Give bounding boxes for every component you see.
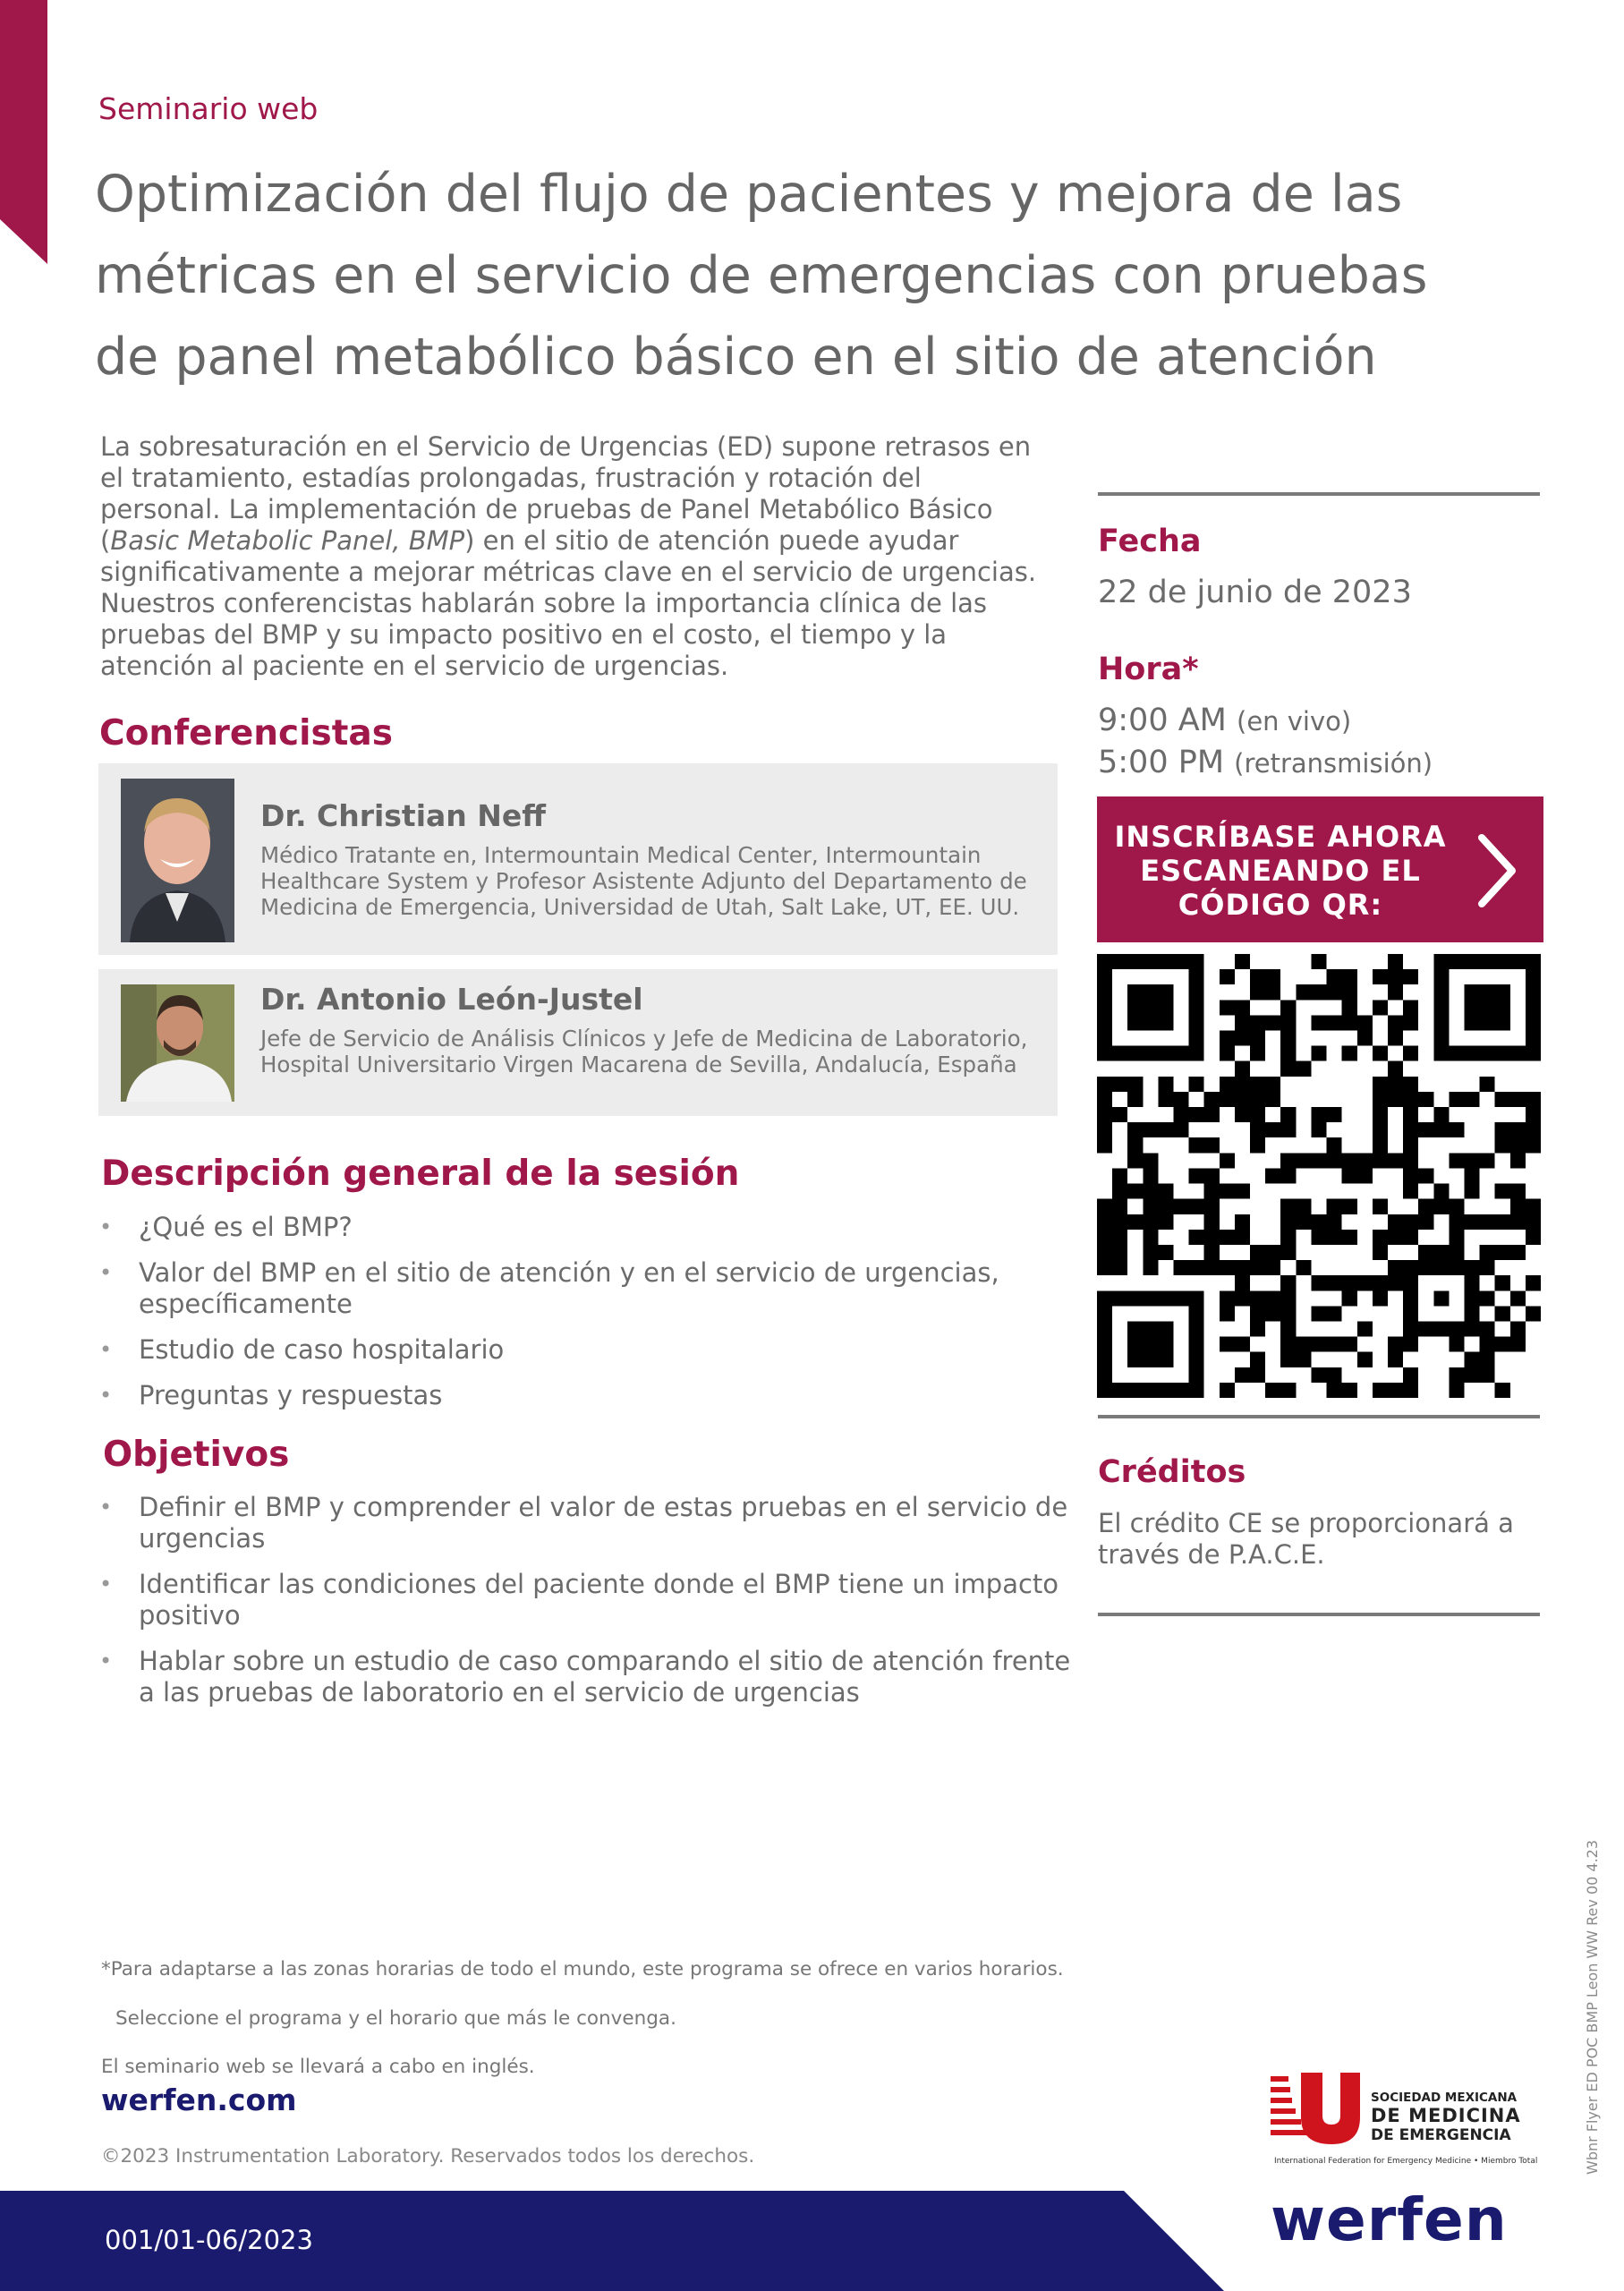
date-label: Fecha <box>1098 524 1202 559</box>
document-code-vertical: Wbnr Flyer ED POC BMP Leon WW Rev 00 4.23 <box>1584 1839 1601 2175</box>
corner-ribbon <box>0 0 54 268</box>
speaker-card <box>98 763 1058 955</box>
werfen-logo: werfen <box>1271 2185 1508 2254</box>
time-live: 9:00 AM (en vivo) <box>1098 703 1352 738</box>
smme-tagline: International Federation for Emergency Medicine • Miembro Total <box>1274 2157 1538 2166</box>
credits-text: El crédito CE se proporcionará a través de P.A.C.E. <box>1098 1508 1514 1570</box>
list-item: • Preguntas y respuestas <box>99 1380 1075 1411</box>
list-item: • ¿Qué es el BMP? <box>99 1212 1075 1243</box>
speaker-card <box>98 969 1058 1116</box>
credits-label: Créditos <box>1098 1454 1246 1490</box>
divider <box>1098 492 1540 496</box>
smme-emblem <box>1271 2073 1364 2148</box>
overview-heading: Descripción general de la sesión <box>101 1154 740 1194</box>
smme-line-1: SOCIEDAD MEXICANA <box>1371 2091 1518 2105</box>
footer-code: 001/01-06/2023 <box>105 2225 313 2255</box>
speaker-name: Dr. Christian Neff <box>260 798 546 833</box>
time-label: Hora* <box>1098 652 1199 687</box>
overview-list <box>99 1212 1075 1426</box>
webinar-tag: Seminario web <box>98 91 319 126</box>
list-item: • Estudio de caso hospitalario <box>99 1334 1075 1366</box>
chevron-right-icon <box>1475 832 1519 909</box>
language-note: El seminario web se llevará a cabo en inglés. <box>101 2056 535 2078</box>
date-value: 22 de junio de 2023 <box>1098 575 1412 610</box>
intro-paragraph: La sobresaturación en el Servicio de Urgencias (ED) supone retrasos en el tratamiento, estadías prolongadas, frustración y rotación del personal. La implementación de pruebas de Panel Metabólico Básico (Basic Metabolic Panel, BMP) en el sitio de atención puede ayudar significativamente a mejorar métricas clave en el servicio de urgencias. Nuestros conferencistas hablarán sobre la importancia clínica de las pruebas del BMP y su impacto positivo en el costo, el tiempo y la atención al paciente en el servicio de urgencias. <box>100 431 1037 681</box>
smme-line-2: DE MEDICINA <box>1371 2105 1521 2126</box>
time-replay: 5:00 PM (retransmisión) <box>1098 745 1433 780</box>
speakers-heading: Conferencistas <box>99 713 393 754</box>
list-item: • Identificar las condiciones del paciente donde el BMP tiene un impacto positivo <box>99 1569 1075 1631</box>
copyright: ©2023 Instrumentation Laboratory. Reservados todos los derechos. <box>101 2145 755 2168</box>
objectives-heading: Objetivos <box>103 1435 290 1475</box>
list-item: • Hablar sobre un estudio de caso comparando el sitio de atención frente a las pruebas de laboratorio en el servicio de urgencias <box>99 1646 1075 1708</box>
qr-code[interactable] <box>1097 954 1541 1398</box>
speaker-role: Jefe de Servicio de Análisis Clínicos y Jefe de Medicina de Laboratorio, Hospital Universitario Virgen Macarena de Sevilla, Andalucía, España <box>260 1026 1028 1077</box>
intro-italic: Basic Metabolic Panel, BMP <box>110 525 465 556</box>
timezone-note-2: Seleccione el programa y el horario que más le convenga. <box>115 2007 676 2030</box>
smme-line-3: DE EMERGENCIA <box>1371 2126 1511 2144</box>
list-item: • Definir el BMP y comprender el valor de estas pruebas en el servicio de urgencias <box>99 1492 1075 1554</box>
speaker-photo <box>121 779 234 942</box>
timezone-note: *Para adaptarse a las zonas horarias de todo el mundo, este programa se ofrece en varios horarios. <box>101 1958 1064 1980</box>
list-item: • Valor del BMP en el sitio de atención y en el servicio de urgencias, específicamente <box>99 1257 1075 1320</box>
speaker-name: Dr. Antonio León-Justel <box>260 982 643 1017</box>
divider <box>1098 1613 1540 1616</box>
register-banner[interactable] <box>1097 796 1543 942</box>
objectives-list <box>99 1492 1075 1723</box>
page-title: Optimización del flujo de pacientes y mejora de las métricas en el servicio de emergencias con pruebas de panel metabólico básico en el sitio de atención <box>95 165 1428 387</box>
website-link[interactable]: werfen.com <box>101 2082 297 2117</box>
register-text: INSCRÍBASE AHORA ESCANEANDO EL CÓDIGO QR: <box>1114 820 1447 922</box>
smme-logo <box>1271 2073 1538 2171</box>
speaker-role: Médico Tratante en, Intermountain Medical Center, Intermountain Healthcare System y Profesor Asistente Adjunto del Departamento de Medicina de Emergencia, Universidad de Utah, Salt Lake, UT, EE. UU. <box>260 842 1027 920</box>
speaker-photo <box>121 984 234 1102</box>
divider <box>1098 1415 1540 1418</box>
